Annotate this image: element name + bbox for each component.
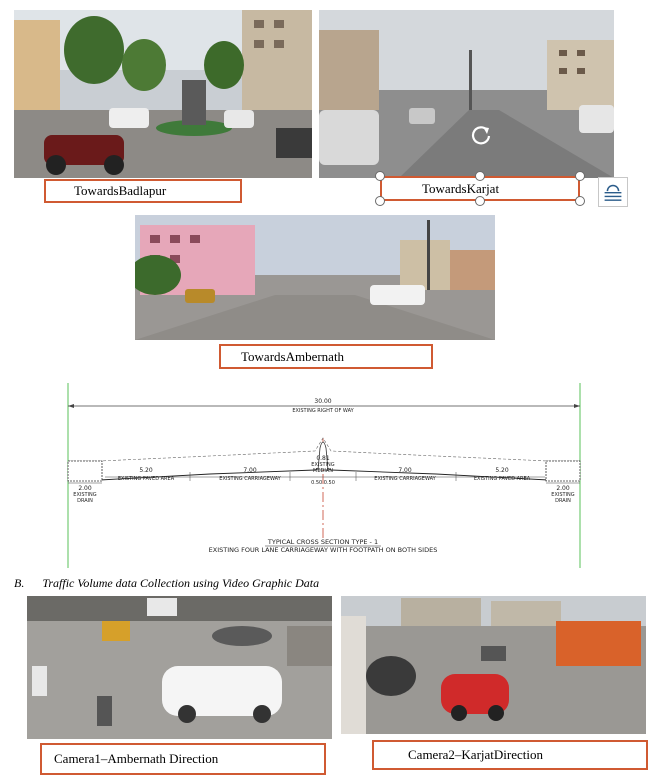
caption-camera2 — [372, 740, 648, 770]
resize-handle-top-middle[interactable] — [475, 171, 485, 181]
paved-left-text: EXISTING PAVED AREA — [117, 476, 175, 482]
section-b-heading — [14, 576, 614, 591]
caption-text: TowardsAmbernath — [241, 348, 345, 364]
paved-left-value: 5.20 — [139, 467, 153, 474]
photo-towards-ambernath — [135, 215, 495, 340]
resize-handle-top-right[interactable] — [575, 171, 585, 181]
photo-camera2-karjat — [341, 596, 646, 734]
caption-text: Camera2–KarjatDirection — [408, 747, 543, 762]
drain-right-value: 2.00 — [556, 485, 570, 492]
caption-text: TowardsBadlapur — [74, 183, 167, 198]
resize-handle-bottom-left[interactable] — [375, 196, 385, 206]
photo-camera1-ambernath — [27, 596, 332, 739]
caption-text: Camera1–Ambernath Direction — [54, 751, 219, 766]
median-split: 0.50 0.50 — [311, 480, 335, 486]
layout-options-icon[interactable] — [598, 177, 628, 207]
caption-text: TowardsKarjat — [422, 180, 500, 196]
median-text-1: EXISTING — [311, 462, 335, 468]
photo-towards-badlapur — [14, 10, 312, 178]
right-of-way-value: 30.00 — [314, 398, 332, 405]
right-of-way-text: EXISTING RIGHT OF WAY — [292, 408, 354, 414]
cross-section-title: TYPICAL CROSS SECTION TYPE - 1 — [267, 538, 379, 546]
median-value: 0.81 — [316, 455, 330, 462]
drain-right-text-1: EXISTING — [551, 492, 575, 498]
drain-left-value: 2.00 — [78, 485, 92, 492]
paved-right-text: EXISTING PAVED AREA — [473, 476, 531, 482]
caption-camera1 — [40, 743, 326, 775]
typical-cross-section-drawing — [60, 378, 592, 568]
photo-towards-karjat — [319, 10, 614, 178]
carriageway-left-text: EXISTING CARRIAGEWAY — [219, 476, 281, 482]
resize-handle-top-left[interactable] — [375, 171, 385, 181]
caption-towards-ambernath — [219, 344, 433, 369]
carriageway-right-value: 7.00 — [398, 467, 412, 474]
median-text-2: MEDIAN — [313, 468, 333, 474]
carriageway-right-text: EXISTING CARRIAGEWAY — [374, 476, 436, 482]
drain-left-text-2: DRAIN — [77, 498, 93, 504]
resize-handle-bottom-right[interactable] — [575, 196, 585, 206]
rotate-icon[interactable] — [470, 124, 492, 146]
drain-right-text-2: DRAIN — [555, 498, 571, 504]
paved-right-value: 5.20 — [495, 467, 509, 474]
resize-handle-bottom-middle[interactable] — [475, 196, 485, 206]
cross-section-subtitle: EXISTING FOUR LANE CARRIAGEWAY WITH FOOTPATH ON BOTH SIDES — [208, 546, 438, 554]
carriageway-left-value: 7.00 — [243, 467, 257, 474]
caption-towards-badlapur — [44, 179, 242, 203]
drain-left-text-1: EXISTING — [73, 492, 97, 498]
section-number: B. — [14, 576, 25, 590]
section-title: Traffic Volume data Collection using Video Graphic Data — [42, 576, 320, 590]
